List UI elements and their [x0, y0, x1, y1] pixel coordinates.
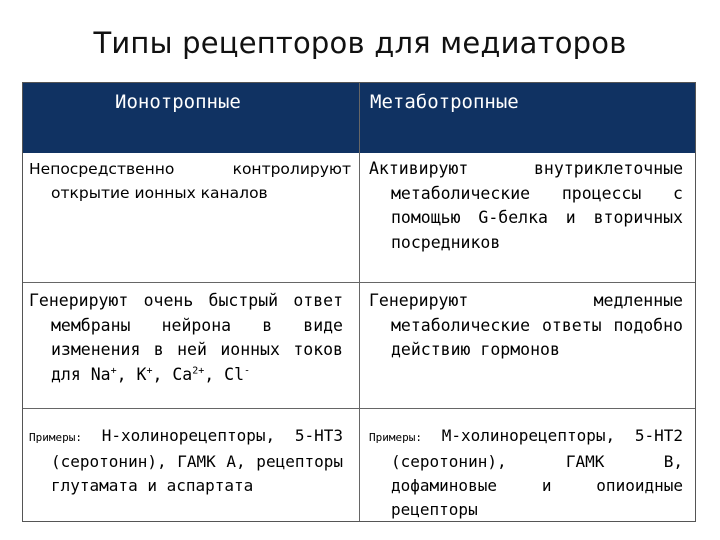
row1-right-cell: [369, 157, 683, 255]
row3-right-cell: [369, 424, 683, 522]
row3-left-label: Примеры:: [29, 431, 82, 444]
row2-right-cell: [369, 289, 683, 363]
column-divider: [359, 83, 360, 521]
row2-left-k: , K: [116, 364, 147, 384]
row3-right-text: [369, 424, 683, 522]
row1-left-cell: [29, 157, 351, 205]
row2-left-cell: [29, 289, 343, 387]
page-title: Типы рецепторов для медиаторов: [93, 26, 627, 60]
cl-charge: -: [244, 365, 251, 376]
row1-right-text: Активируют внутриклеточные метаболические процессы с помощью G-белка и вторичных посредников: [369, 159, 683, 252]
row2-left-cl: , Cl: [204, 364, 245, 384]
k-charge: +: [146, 365, 153, 376]
row2-left-main: Генерируют очень быстрый ответ мембраны нейрона в виде изменения в ней ионных токов для Na: [29, 291, 343, 384]
row3-left-cell: [29, 424, 343, 498]
ca-charge: 2+: [192, 365, 205, 376]
row2-left-ca: , Ca: [152, 364, 193, 384]
row2-right-text: Генерируют медленные метаболические ответы подобно действию гормонов: [369, 291, 683, 359]
row2-left-text: [29, 289, 343, 387]
row3-left-body: Н-холинорецепторы, 5-НТ3 (серотонин), ГАМК А, рецепторы глутамата и аспартата: [51, 426, 343, 495]
row1-left-text: Непосредственно контролируют открытие ионных каналов: [29, 160, 351, 202]
receptor-types-table: [22, 82, 696, 522]
row-divider: [23, 282, 695, 283]
row3-right-label: Примеры:: [369, 431, 422, 444]
na-charge: +: [110, 365, 117, 376]
row-divider: [23, 408, 695, 409]
row3-left-text: [29, 424, 343, 498]
header-ionotropic: Ионотропные: [115, 91, 241, 113]
row3-right-body: М-холинорецепторы, 5-НТ2 (серотонин), ГАМК В, дофаминовые и опиоидные рецепторы: [391, 426, 683, 519]
header-metabotropic: Метаботропные: [370, 91, 519, 113]
